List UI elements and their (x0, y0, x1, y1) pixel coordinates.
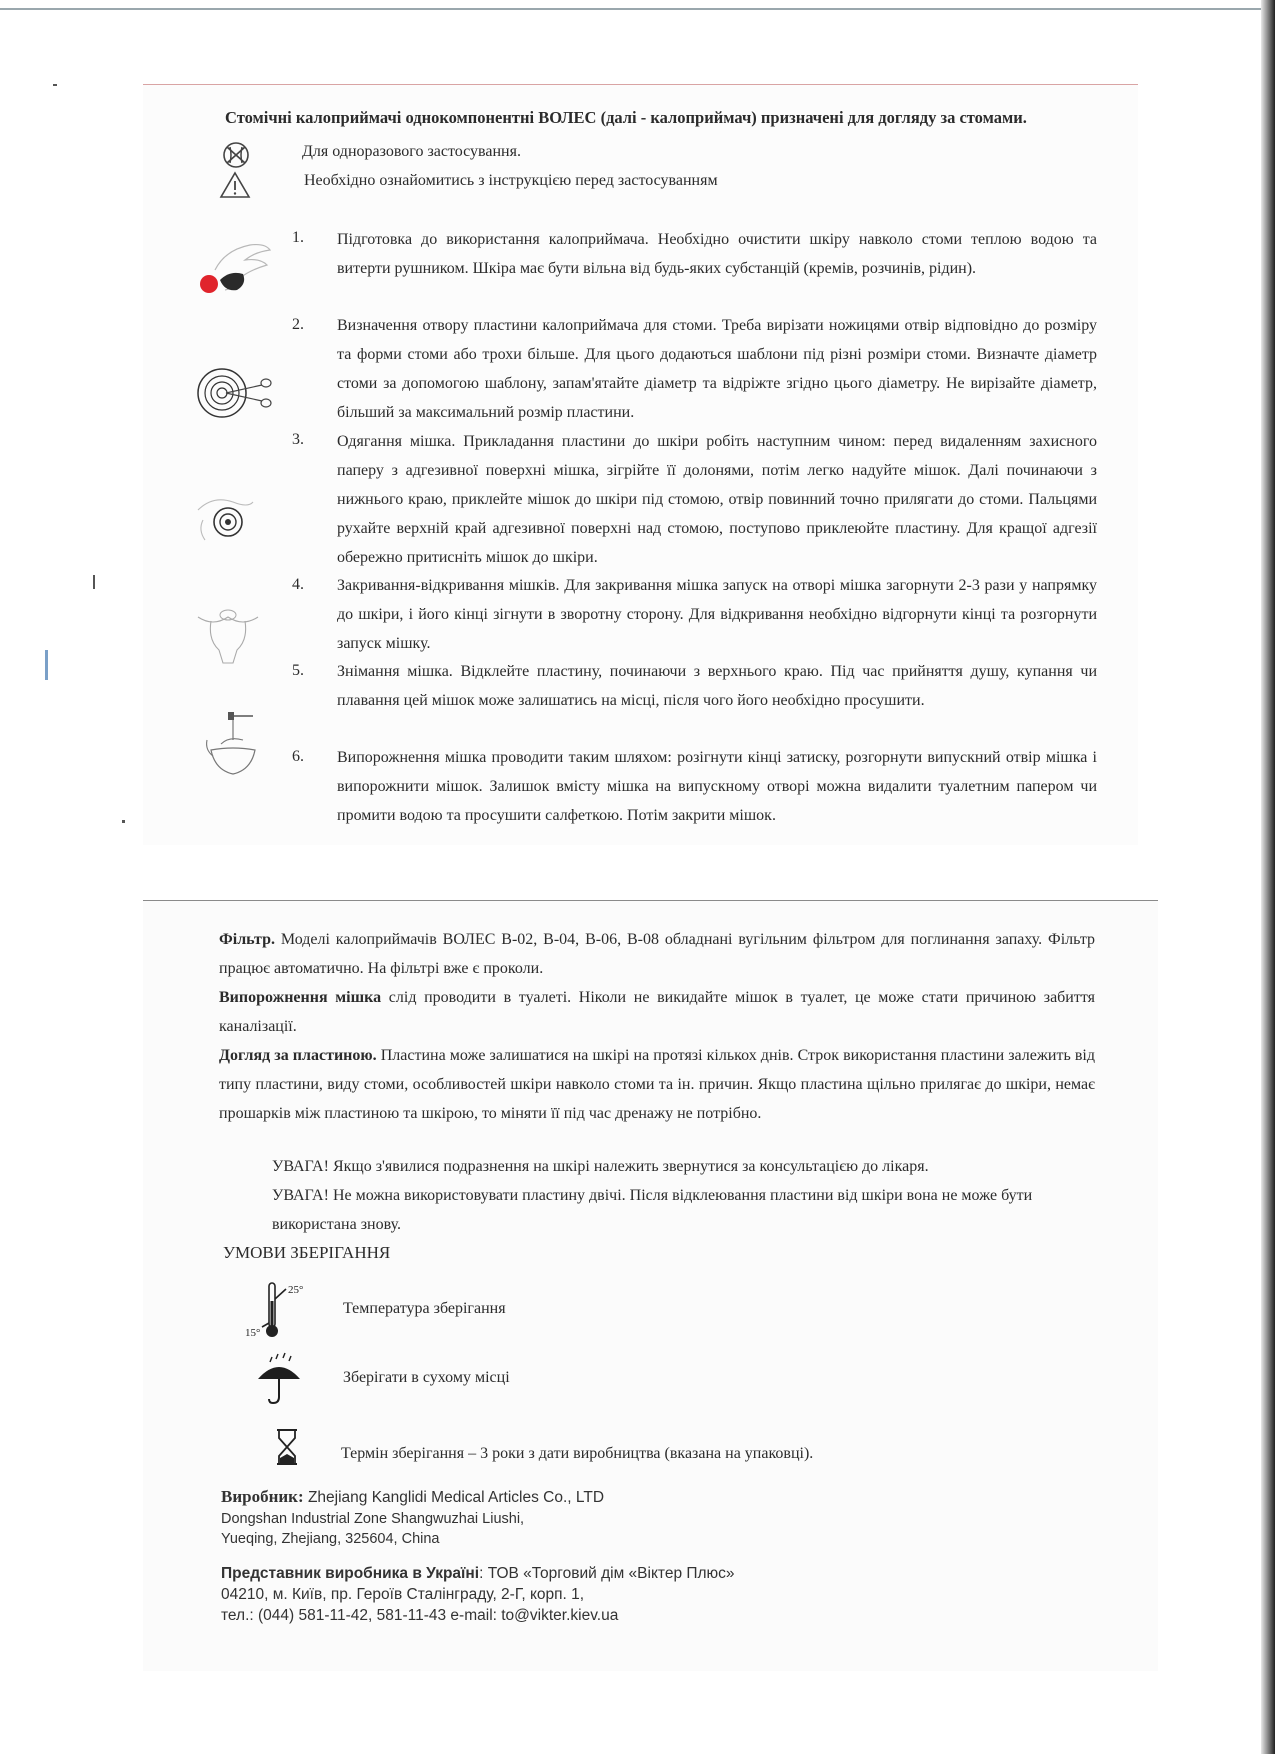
washing-hands-icon (195, 240, 275, 305)
temp-min-label: 15° (245, 1327, 261, 1339)
emptying-label: Випорожнення мішка (219, 989, 382, 1006)
hourglass-icon (275, 1428, 299, 1471)
manufacturer-name: Zhejiang Kanglidi Medical Articles Co., LTD (303, 1489, 605, 1506)
storage-temperature-text: Температура зберігання (343, 1300, 506, 1317)
manufacturer-label: Виробник: (221, 1487, 304, 1506)
representative-line (221, 1564, 735, 1584)
representative-name: : ТОВ «Торговий дім «Віктер Плюс» (479, 1565, 735, 1582)
care-text: Пластина може залишатися на шкірі на протязі кількох днів. Строк використання пластини залежить від типу пластини, виду стоми, особливостей шкіри навколо стоми та ін. причин. Якщо пластина щільно прилягає до шкіри, немає прошарків між пластиною та шкірою, то міняти її під час дренажу не потрібно. (219, 1047, 1096, 1122)
step-3-number: 3. (292, 431, 304, 448)
filter-label: Фільтр. (219, 931, 275, 948)
thermometer-icon (244, 1279, 314, 1346)
manufacturer-line (221, 1487, 604, 1508)
care-paragraph (219, 1041, 1095, 1128)
care-label: Догляд за пластиною. (219, 1047, 377, 1064)
scan-speck (45, 650, 48, 680)
step-5-text: Знімання мішка. Відклейте пластину, починаючи з верхнього краю. Під час прийняття душу, купання чи плавання цей мішок може залишатись на місці, після чого його необхідно просушити. (337, 663, 1097, 709)
scan-right-edge (1261, 0, 1275, 1754)
step-1-text: Підготовка до використання калоприймача. Необхідно очистити шкіру навколо стоми теплою водою та витерти рушником. Шкіра має бути вільна від будь-яких субстанцій (кремів, розчинів, рідин). (337, 231, 1097, 277)
warning-2: УВАГА! Не можна використовувати пластину двічі. Після відклеювання пластини від шкіри вона не може бути використана знову. (272, 1187, 1033, 1233)
emptying-paragraph (219, 983, 1095, 1041)
step-4-text: Закривання-відкривання мішків. Для закривання мішка запуск на отворі мішка загорнути 2-3 рази у напрямку до шкіри, і його кінці зігнути в зворотну сторону. Для відкривання необхідно відгорнути кінці та розгорнути запуск мішку. (337, 577, 1097, 652)
step-1-number: 1. (292, 229, 304, 246)
manufacturer-address-2: Yueqing, Zhejiang, 325604, China (221, 1531, 440, 1547)
closing-pouch-icon (193, 605, 263, 670)
representative-address: 04210, м. Київ, пр. Героїв Сталінграду, 2-Г, корп. 1, (221, 1586, 585, 1603)
emptying-text: слід проводити в туалеті. Ніколи не викидайте мішок в туалет, це може стати причиною забиття каналізації. (219, 989, 1096, 1035)
storage-dry-text: Зберігати в сухому місці (343, 1369, 510, 1386)
do-not-reuse-icon (219, 140, 253, 170)
read-instructions-text: Необхідно ознайомитись з інструкцією перед застосуванням (304, 172, 718, 189)
umbrella-icon (254, 1351, 304, 1412)
storage-term-text: Термін зберігання – 3 роки з дати виробництва (вказана на упаковці). (341, 1445, 814, 1462)
representative-contacts: тел.: (044) 581-11-42, 581-11-43 e-mail: to@vikter.kiev.ua (221, 1607, 619, 1624)
step-4-number: 4. (292, 576, 304, 593)
scan-top-edge (0, 8, 1275, 10)
scan-speck (93, 575, 95, 589)
filter-text: Моделі калоприймачів ВОЛЕС В-02, В-04, В-06, В-08 обладнані вугільним фільтром для поглинання запаху. Фільтр працює автоматично. На фільтрі вже є проколи. (219, 931, 1095, 977)
step-5-number: 5. (292, 662, 304, 679)
applying-pouch-icon (193, 490, 263, 555)
warning-triangle-icon (218, 170, 252, 200)
step-2-text: Визначення отвору пластини калоприймача для стоми. Треба вирізати ножицями отвір відповідно до розміру та форми стоми або трохи більше. Для цього додаються шаблони під різні розміри стоми. Визначте діаметр стоми за допомогою шаблону, запам'ятайте діаметр та відріжте згідно цього діаметру. Не вирізайте діаметр, більший за максимальний розмір пластини. (337, 317, 1097, 421)
step-6-number: 6. (292, 748, 304, 765)
scan-speck (122, 820, 125, 823)
step-3-text: Одягання мішка. Прикладання пластини до шкіри робіть наступним чином: перед видаленням захисного паперу з адгезивної поверхні мішка, зігрійте її долонями, потім легко надуйте мішок. Далі починаючи з нижнього краю, приклейте мішок до шкіри під стомою, отвір повинний точно прилягати до стоми. Пальцями рухайте верхній край адгезивної поверхні над стомою, поступово приклеюйте пластину. Для кращої адгезії обережно притисніть мішок до шкіри. (337, 433, 1097, 566)
representative-label: Представник виробника в Україні (221, 1565, 480, 1582)
scan-speck (53, 84, 57, 86)
single-use-text: Для одноразового застосування. (302, 143, 521, 160)
intro-heading: Стомічні калоприймачі однокомпонентні ВОЛЕС (далі - калоприймач) призначені для догляду за стомами. (225, 108, 1027, 127)
temp-max-label: 25° (288, 1284, 304, 1296)
step-6-text: Випорожнення мішка проводити таким шляхом: розігнути кінці затиску, розгорнути випускний отвір мішка і випорожнити мішок. Залишок вмісту мішка на випускному отворі можна видалити туалетним папером чи промити водою та просушити салфеткою. Потім закрити мішок. (337, 749, 1097, 824)
cutting-template-icon (196, 363, 276, 428)
warning-1: УВАГА! Якщо з'явилися подразнення на шкірі належить звернутися за консультацією до лікаря. (272, 1158, 929, 1175)
manufacturer-address-1: Dongshan Industrial Zone Shangwuzhai Liushi, (221, 1511, 525, 1527)
step-2-number: 2. (292, 316, 304, 333)
storage-heading: УМОВИ ЗБЕРІГАННЯ (223, 1243, 391, 1262)
filter-paragraph (219, 925, 1095, 983)
emptying-pouch-icon (203, 710, 263, 785)
